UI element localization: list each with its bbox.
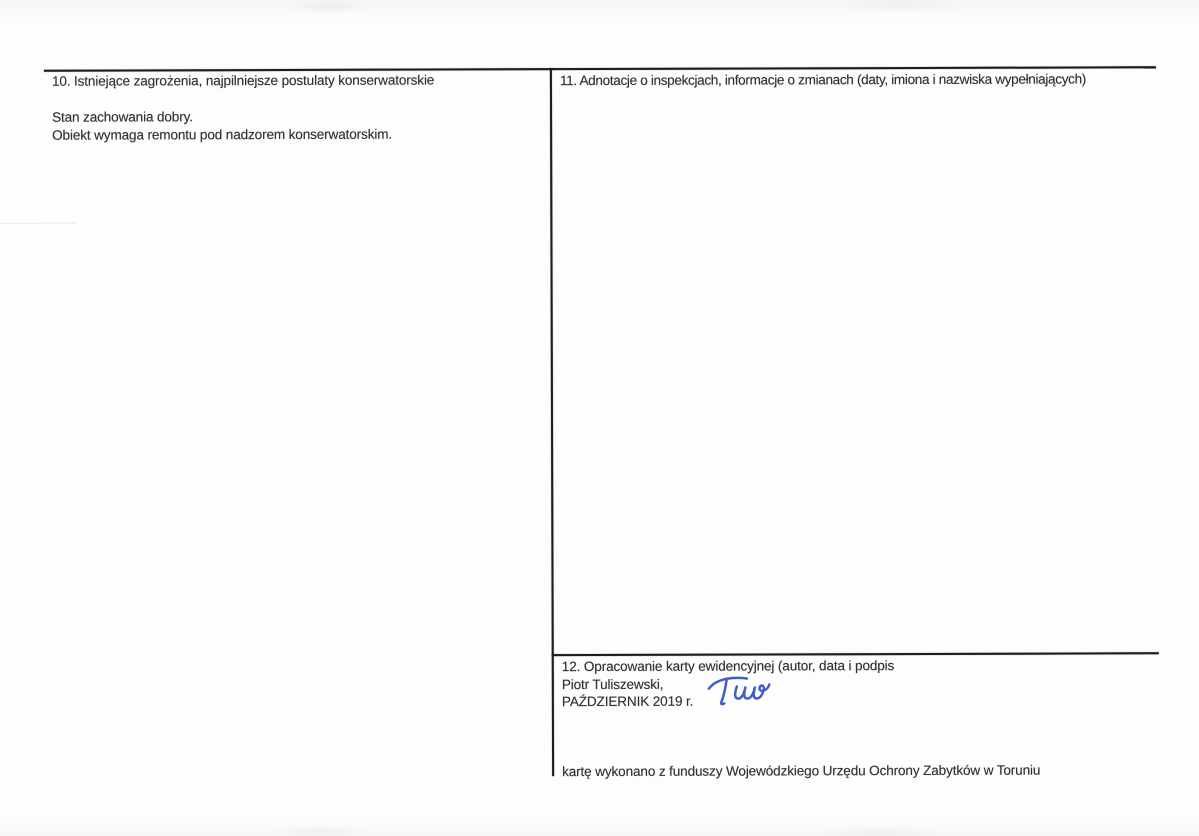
section-10-line-2: Obiekt wymaga remontu pod nadzorem konserwatorskim. bbox=[52, 126, 393, 143]
funding-note: kartę wykonano z funduszy Wojewódzkiego Urzędu Ochrony Zabytków w Toruniu bbox=[562, 762, 1041, 780]
section-12-divider-line bbox=[552, 652, 1159, 656]
section-12-title: 12. Opracowanie karty ewidencyjnej (autor, data i podpis bbox=[561, 658, 895, 675]
section-10-content bbox=[52, 108, 392, 144]
section-10-title: 10. Istniejące zagrożenia, najpilniejsze postulaty konserwatorskie bbox=[51, 72, 435, 89]
section-11-title: 11. Adnotacje o inspekcjach, informacje o zmianach (daty, imiona i nazwiska wypełniających) bbox=[559, 71, 1086, 89]
handwritten-signature-icon bbox=[702, 667, 782, 713]
scan-crease-artifact bbox=[0, 223, 75, 224]
section-10-line-1: Stan zachowania dobry. bbox=[52, 109, 193, 125]
section-12-author: Piotr Tuliszewski, bbox=[561, 676, 664, 692]
column-divider-line bbox=[550, 68, 554, 776]
section-12-date: PAŹDZIERNIK 2019 r. bbox=[561, 693, 694, 710]
